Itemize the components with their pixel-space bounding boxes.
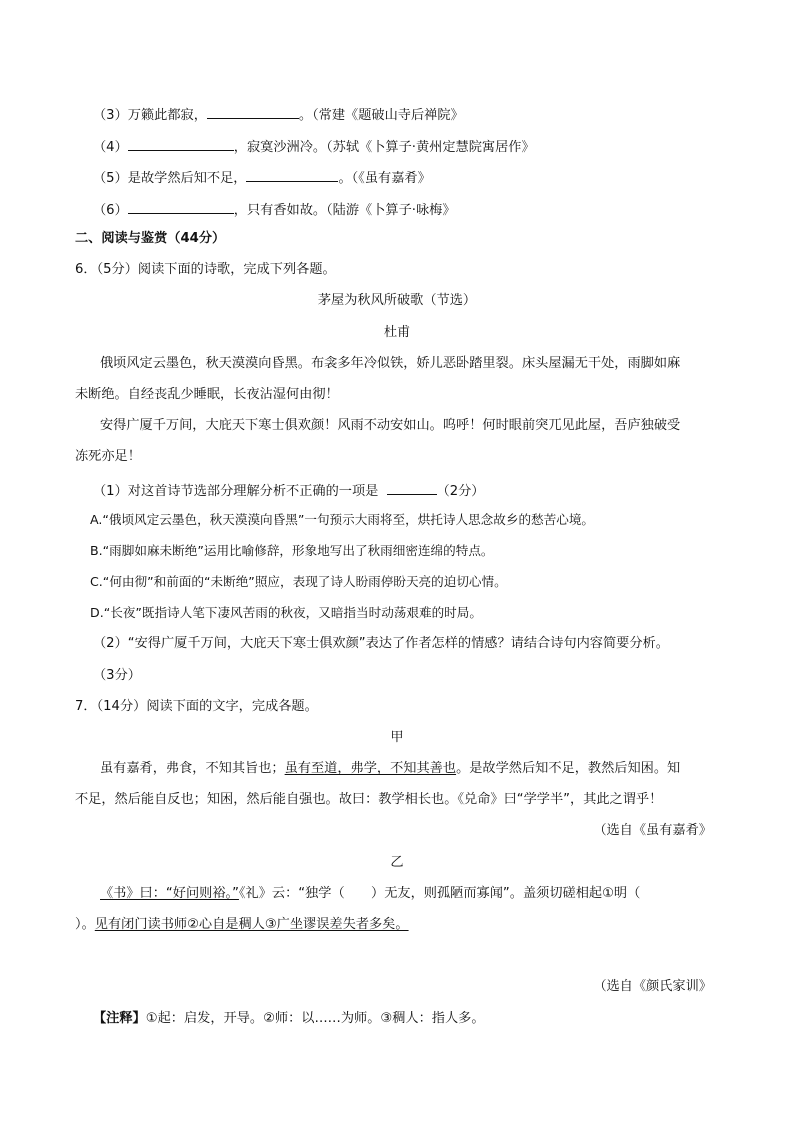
answer-blank[interactable]	[207, 105, 299, 119]
q6-sub-question-2: （2）“安得广厦千万间，大庇天下寒士俱欢颜”表达了作者怎样的情感？请结合诗句内容简要分析。	[93, 636, 669, 651]
q6-stem: 6．（5分）阅读下面的诗歌，完成下列各题。	[75, 262, 336, 277]
poem-paragraph-2-line-2: 冻死亦足！	[75, 449, 141, 464]
passage-yi-line-2	[75, 917, 409, 933]
answer-blank[interactable]	[128, 137, 234, 151]
option-c[interactable]: C.“何由彻”和前面的“未断绝”照应，表现了诗人盼雨停盼天亮的迫切心情。	[90, 574, 507, 589]
poem-paragraph-1-line-1: 俄顷风定云墨色，秋天漠漠向昏黑。布衾多年冷似铁，娇儿恶卧踏里裂。床头屋漏无干处，雨脚如麻	[100, 356, 681, 371]
q5-item-6	[93, 200, 456, 219]
passage-label-jia: 甲	[390, 730, 404, 745]
underlined-sentence: 见有闭门读书师②心自是稠人③广坐谬误差失者多矣。	[94, 917, 409, 932]
q6-sub-question-1	[93, 481, 484, 500]
q7-stem: 7．（14分）阅读下面的文字，完成各题。	[75, 699, 318, 714]
item-number: （4）	[93, 140, 128, 155]
item-number: （6）	[93, 203, 128, 218]
option-d[interactable]: D.“长夜”既指诗人笔下凄风苦雨的秋夜，又暗指当时动荡艰难的时局。	[90, 605, 482, 620]
underlined-sentence: 《书》曰：“好问则裕。”	[100, 886, 239, 901]
passage-label-yi: 乙	[390, 855, 404, 870]
poem-author: 杜甫	[383, 325, 411, 340]
item-number: （3）	[93, 108, 128, 123]
sub-question-text: （1）对这首诗节选部分理解分析不正确的一项是	[93, 484, 379, 499]
item-text: 万籁此都寂，	[127, 108, 207, 123]
item-source: ，只有香如故。（陆游《卜算子·咏梅》	[233, 203, 456, 218]
q5-item-4	[93, 137, 535, 156]
passage-yi-line-1	[100, 886, 640, 902]
item-text: 是故学然后知不足，	[127, 171, 247, 186]
passage-text: 虽有嘉肴，弗食，不知其旨也；	[100, 761, 285, 776]
item-source: 。（常建《题破山寺后禅院》	[298, 108, 464, 123]
q5-item-5	[93, 168, 431, 187]
underlined-sentence: 虽有至道，弗学，不知其善也	[284, 761, 457, 776]
q6-sub-question-2-score: （3分）	[93, 668, 141, 683]
option-a[interactable]: A.“俄顷风定云墨色，秋天漠漠向昏黑”一句预示大雨将至，烘托诗人思念故乡的愁苦心境。	[90, 512, 595, 527]
passage-jia-line-1	[100, 761, 680, 777]
annotation-label: 【注释】	[93, 1011, 146, 1026]
q5-item-3	[93, 105, 464, 124]
answer-blank[interactable]	[246, 168, 338, 182]
annotation	[93, 1011, 485, 1027]
passage-yi-source: （选自《颜氏家训》	[593, 979, 712, 994]
passage-jia-source: （选自《虽有嘉肴》	[593, 823, 712, 838]
passage-text: ）。	[75, 917, 95, 932]
answer-blank[interactable]	[128, 200, 234, 214]
passage-jia-line-2: 不足，然后能自反也；知困，然后能自强也。故曰：教学相长也。《兑命》曰“学学半”，其此之谓乎！	[75, 792, 663, 807]
passage-text: 《礼》云：“独学（ ）无友，则孤陋而寡闻”。盖须切磋相起①明（	[238, 886, 641, 901]
poem-title: 茅屋为秋风所破歌（节选）	[317, 293, 477, 308]
poem-paragraph-1-line-2: 未断绝。自经丧乱少睡眠，长夜沾湿何由彻！	[75, 387, 339, 402]
item-number: （5）	[93, 171, 128, 186]
item-source: ，寂寞沙洲冷。（苏轼《卜算子·黄州定慧院寓居作》	[233, 140, 535, 155]
passage-text: 。是故学然后知不足，教然后知困。知	[456, 761, 681, 776]
item-source: 。（《虽有嘉肴》	[338, 171, 431, 186]
answer-blank[interactable]	[387, 481, 437, 495]
annotation-text: ①起：启发，开导。②师：以……为师。③稠人：指人多。	[145, 1011, 485, 1026]
section-heading: 二、阅读与鉴赏（44分）	[75, 231, 226, 246]
poem-paragraph-2-line-1: 安得广厦千万间，大庇天下寒士俱欢颜！风雨不动安如山。呜呼！何时眼前突兀见此屋，吾庐独破受	[100, 418, 681, 433]
option-b[interactable]: B.“雨脚如麻未断绝”运用比喻修辞，形象地写出了秋雨细密连绵的特点。	[90, 543, 494, 558]
sub-question-score: （2分）	[436, 484, 485, 499]
